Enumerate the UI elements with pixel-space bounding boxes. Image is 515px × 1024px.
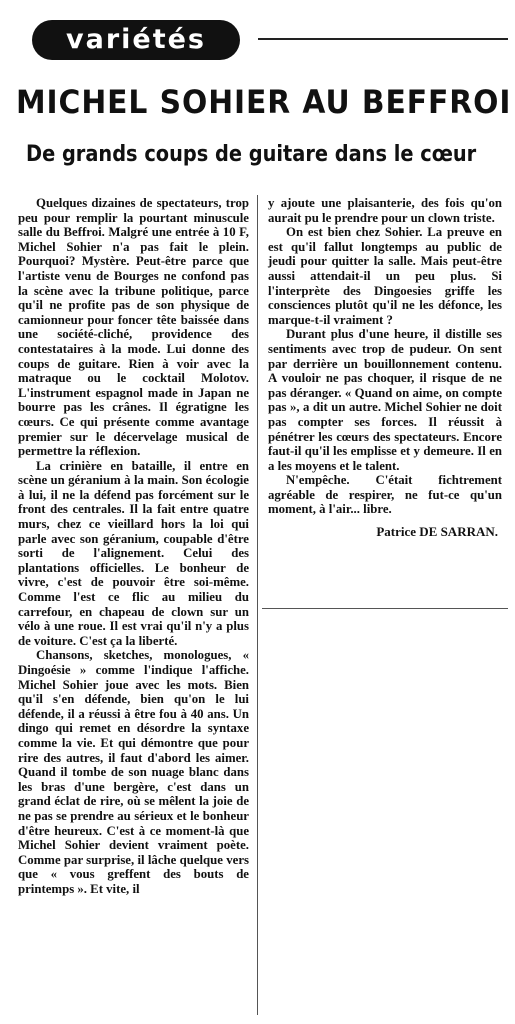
article-headline: MICHEL SOHIER AU BEFFROI	[16, 83, 512, 121]
article-paragraph-continuation: y ajoute une plaisanterie, des fois qu'on aurait pu le prendre pour un clown triste.	[268, 196, 502, 225]
article-column-left	[18, 196, 249, 897]
article-subheadline: De grands coups de guitare dans le cœur	[26, 142, 477, 167]
article-signature: Patrice DE SARRAN.	[376, 524, 498, 540]
article-paragraph: On est bien chez Sohier. La preuve en est qu'il fallut longtemps au public de jeudi pour quitter la salle. Mais peut-être aussi attendait-il un peu plus. Si l'interprète des Dingoesies griffe les consciences plutôt qu'il ne les défonce, les marque-t-il vraiment ?	[268, 225, 502, 327]
article-column-right	[268, 196, 502, 540]
article-paragraph: Quelques dizaines de spectateurs, trop peu pour remplir la pourtant minuscule salle du Beffroi. Malgré une entrée à 10 F, Michel Sohier n'a pas fait le plein. Pourquoi? Mystère. Peut-être parce que l'artiste venu de Bourges ne confond pas la scène avec la tribune politique, parce qu'il ne profite pas de son physique de camionneur pour foncer tête baissée dans une société-cliché, providence des contestataires à la mode. Lui donne des coups de guitare. Rien à voir avec la matraque ou le cocktail Molotov. L'instrument espagnol made in Japan ne bourre pas les crânes. Il égratigne les cœurs. Ce qui présente comme avantage premier sur le décervelage musical de permettre la réflexion.	[18, 196, 249, 459]
section-rubric-badge: variétés	[32, 20, 240, 60]
article-paragraph: La crinière en bataille, il entre en scène un géranium à la main. Son écologie à lui, il ne la défend pas forcément sur le front des centrales. Il la fait entre quatre murs, chez ce vieillard hors la loi qui parle avec son géranium, coupable d'être sorti de l'alignement. Celui des plantations officielles. Le bonheur de vivre, c'est de pouvoir être soi-même. Comme l'est ce flic au milieu du carrefour, en chapeau de clown sur un vélo à une roue. Il est vrai qu'il n'y a plus de voiture. C'est ça la liberté.	[18, 458, 249, 648]
header-rule	[258, 38, 508, 40]
article-paragraph: Durant plus d'une heure, il distille ses sentiments avec trop de pudeur. On sent par derrière un bouillonnement contenu. A vouloir ne pas choquer, il risque de ne pas déranger. « Quand on aime, on compte pas », a dit un autre. Michel Sohier ne doit pas compter ses forces. Il réussit à pénétrer les cœurs des spectateurs. Encore faut-il qu'il les emplisse et y demeure. Il en a les moyens et le talent.	[268, 327, 502, 473]
article-paragraph: Chansons, sketches, monologues, « Dingoésie » comme l'indique l'affiche. Michel Sohier joue avec les mots. Bien qu'il s'en défende, bien qu'on le lui défende, il a réussi à être fou à 40 ans. Un dingo qui remet en désordre la syntaxe comme la vie. Et qui démontre que pour rire des autres, il faut d'abord les aimer. Quand il tombe de son nuage blanc dans les bras d'une bergère, c'est dans un grand éclat de rire, où se mêlent la joie de ne pas se prendre au sérieux et le bonheur d'être heureux. C'est à ce moment-là que Michel Sohier devient vraiment poète. Comme par surprise, il lâche quelque vers que « vous greffent des bouts de printemps ». Et vite, il	[18, 648, 249, 896]
article-end-rule	[262, 608, 508, 609]
article-paragraph: N'empêche. C'était fichtrement agréable de respirer, ne fut-ce qu'un moment, à l'air... libre.	[268, 473, 502, 517]
column-divider	[257, 195, 258, 1015]
